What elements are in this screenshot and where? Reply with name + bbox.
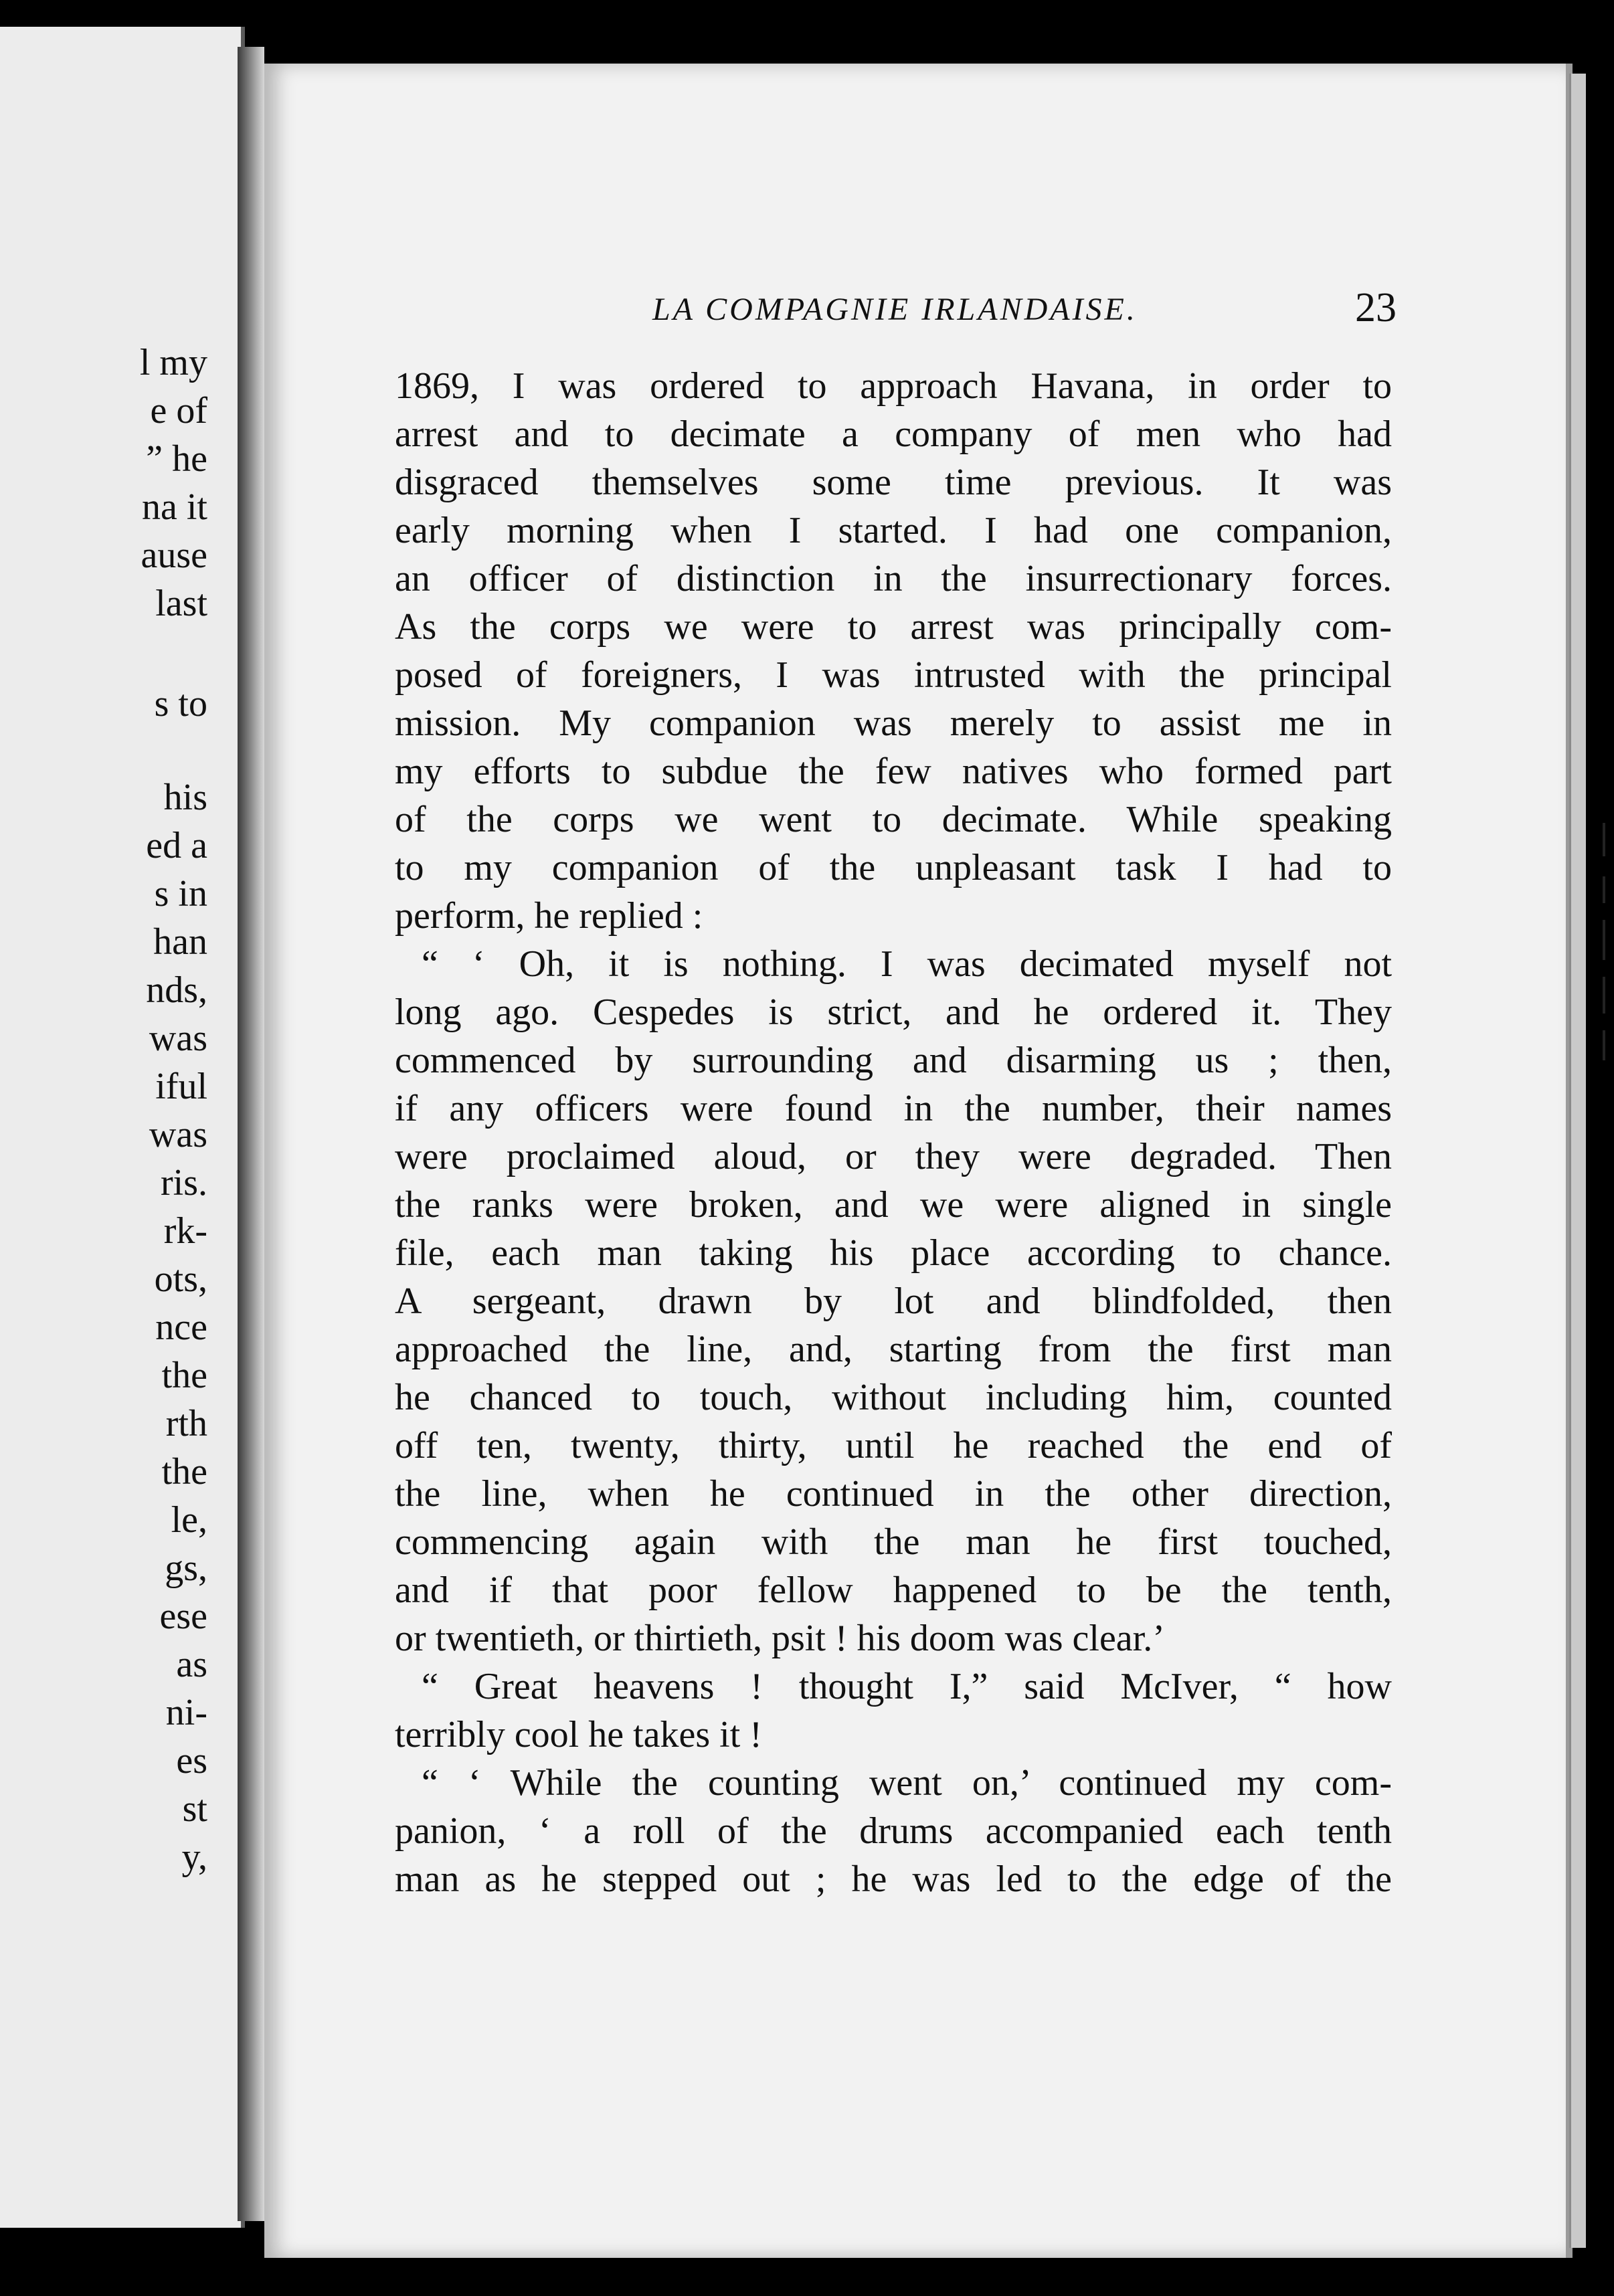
- text-line: As the corps we were to arrest was principally com-: [395, 606, 1392, 648]
- text-line: long ago. Cespedes is strict, and he ordered it. They: [395, 991, 1392, 1033]
- left-fragment: st: [182, 1788, 207, 1830]
- text-line: to my companion of the unpleasant task I had to: [395, 847, 1392, 888]
- text-line: if any officers were found in the number, their names: [395, 1088, 1392, 1129]
- margin-mark: [1603, 1030, 1605, 1060]
- margin-mark: [1603, 920, 1605, 960]
- text-line: approached the line, and, starting from the first man: [395, 1329, 1392, 1370]
- left-fragment: y,: [181, 1836, 207, 1878]
- text-line: the ranks were broken, and we were aligned in single: [395, 1184, 1392, 1226]
- left-fragment: s to: [154, 683, 207, 725]
- left-fragment: gs,: [165, 1547, 207, 1589]
- left-page: [0, 27, 245, 2228]
- left-fragment: nce: [155, 1307, 207, 1348]
- text-line: were proclaimed aloud, or they were degraded. Then: [395, 1136, 1392, 1177]
- text-line: off ten, twenty, thirty, until he reached the end of: [395, 1425, 1392, 1466]
- left-fragment: ni-: [165, 1692, 207, 1733]
- text-line: of the corps we went to decimate. While speaking: [395, 799, 1392, 840]
- text-line: perform, he replied :: [395, 895, 703, 937]
- left-fragment: l my: [139, 342, 207, 383]
- page-number: 23: [1355, 285, 1397, 330]
- text-line: arrest and to decimate a company of men who had: [395, 413, 1392, 455]
- text-line: 1869, I was ordered to approach Havana, in order to: [395, 365, 1392, 407]
- left-fragment: han: [153, 921, 207, 963]
- left-fragment: ed a: [146, 825, 207, 866]
- left-fragment: was: [149, 1018, 207, 1059]
- left-fragment: s in: [154, 873, 207, 915]
- left-fragment: as: [176, 1644, 207, 1685]
- left-fragment: ” he: [146, 438, 207, 480]
- text-line: commenced by surrounding and disarming us ; then,: [395, 1040, 1392, 1081]
- text-line: “ ‘ Oh, it is nothing. I was decimated myself not: [422, 943, 1392, 985]
- text-line: or twentieth, or thirtieth, psit ! his doom was clear.’: [395, 1618, 1165, 1659]
- text-line: the line, when he continued in the other direction,: [395, 1473, 1392, 1515]
- text-line: an officer of distinction in the insurrectionary forces.: [395, 558, 1392, 599]
- text-line: disgraced themselves some time previous. It was: [395, 462, 1392, 503]
- text-line: file, each man taking his place according to chance.: [395, 1232, 1392, 1274]
- left-fragment: ris.: [161, 1162, 207, 1204]
- text-line: panion, ‘ a roll of the drums accompanied each tenth: [395, 1810, 1392, 1852]
- left-fragment: was: [149, 1114, 207, 1155]
- text-line: mission. My companion was merely to assist me in: [395, 702, 1392, 744]
- left-fragment: the: [161, 1355, 207, 1396]
- text-line: posed of foreigners, I was intrusted with the principal: [395, 654, 1392, 696]
- text-line: “ Great heavens ! thought I,” said McIver, “ how: [422, 1666, 1392, 1707]
- left-fragment: e of: [150, 390, 207, 432]
- left-fragment: na it: [142, 486, 207, 528]
- text-line: my efforts to subdue the few natives who formed part: [395, 751, 1392, 792]
- left-fragment: last: [155, 583, 207, 624]
- text-line: man as he stepped out ; he was led to the edge of the: [395, 1858, 1392, 1900]
- left-fragment: nds,: [146, 969, 207, 1011]
- left-fragment: ots,: [154, 1258, 207, 1300]
- left-fragment: his: [163, 777, 207, 818]
- text-line: terribly cool he takes it !: [395, 1714, 762, 1755]
- left-fragment: ause: [141, 535, 207, 576]
- book-gutter: [238, 47, 264, 2221]
- text-line: “ ‘ While the counting went on,’ continued my com-: [422, 1762, 1392, 1804]
- margin-mark: [1603, 823, 1605, 856]
- left-fragment: es: [176, 1740, 207, 1782]
- left-fragment: rk-: [163, 1210, 207, 1252]
- text-line: he chanced to touch, without including him, counted: [395, 1377, 1392, 1418]
- text-line: and if that poor fellow happened to be the tenth,: [395, 1569, 1392, 1611]
- page-edge: [1569, 74, 1586, 2248]
- left-fragment: the: [161, 1451, 207, 1493]
- left-fragment: iful: [155, 1066, 207, 1107]
- text-line: early morning when I started. I had one companion,: [395, 510, 1392, 551]
- running-head: LA COMPAGNIE IRLANDAISE.: [652, 292, 1138, 327]
- margin-mark: [1603, 977, 1605, 1014]
- left-fragment: rth: [165, 1403, 207, 1444]
- margin-mark: [1603, 876, 1605, 903]
- text-line: A sergeant, drawn by lot and blindfolded, then: [395, 1280, 1392, 1322]
- left-fragment: le,: [171, 1499, 207, 1541]
- text-line: commencing again with the man he first touched,: [395, 1521, 1392, 1563]
- left-fragment: ese: [159, 1596, 207, 1637]
